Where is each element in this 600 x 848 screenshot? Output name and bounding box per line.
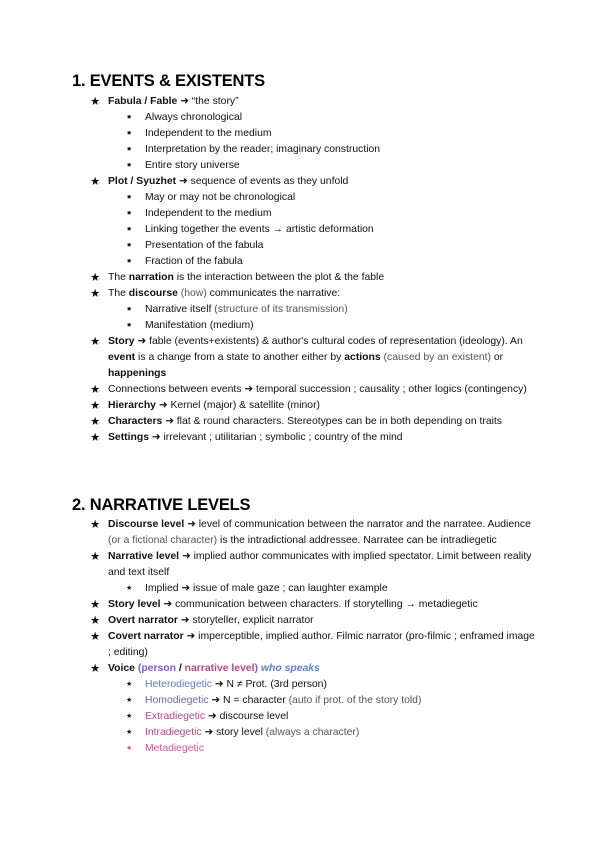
small-star-bullet-icon: ★ bbox=[126, 681, 133, 688]
list-item bbox=[108, 677, 538, 693]
implied-text: issue of male gaze ; can laughter example bbox=[193, 583, 388, 594]
fabula-sublist bbox=[108, 110, 538, 174]
story-text: fable (events+existents) & author's cultural codes of representation (ideology). An bbox=[149, 336, 523, 347]
narrative-level-sublist bbox=[108, 581, 538, 597]
voice-paren: ( bbox=[137, 663, 142, 674]
term-covert-narrator: Covert narrator bbox=[108, 631, 184, 642]
list-item-plot bbox=[90, 174, 538, 270]
list-item bbox=[108, 238, 538, 254]
list-item-overt-narrator bbox=[90, 613, 538, 629]
arrow-icon: ➜ bbox=[137, 336, 147, 347]
term-plot: Plot / Syuzhet bbox=[108, 176, 177, 187]
small-star-bullet-icon: ★ bbox=[126, 713, 133, 720]
list-item bbox=[108, 158, 538, 174]
list-item bbox=[108, 254, 538, 270]
star-bullet-icon: ★ bbox=[90, 272, 101, 284]
term-narration: narration bbox=[128, 272, 174, 283]
story-note: (caused by an existent) bbox=[383, 352, 491, 363]
list-item-voice bbox=[90, 661, 538, 757]
voice-sublist bbox=[108, 677, 538, 757]
discourse-post: communicates the narrative: bbox=[209, 288, 341, 299]
list-item bbox=[108, 709, 538, 725]
plot-item: May or may not be chronological bbox=[145, 192, 296, 203]
star-bullet-icon: ★ bbox=[90, 176, 101, 188]
discourse-sublist bbox=[108, 302, 538, 334]
small-star-bullet-icon: ★ bbox=[126, 242, 133, 249]
story-text: or bbox=[493, 352, 504, 363]
fabula-item: Entire story universe bbox=[145, 160, 240, 171]
small-star-bullet-icon: ★ bbox=[126, 745, 133, 752]
term-actions: actions bbox=[344, 352, 381, 363]
term-fabula: Fabula / Fable bbox=[108, 96, 178, 107]
list-item-narrative-level bbox=[90, 549, 538, 597]
star-bullet-icon: ★ bbox=[90, 615, 101, 627]
list-item-discourse bbox=[90, 286, 538, 334]
characters-text: flat & round characters. Stereotypes can be in both depending on traits bbox=[176, 416, 502, 427]
list-item-story bbox=[90, 334, 538, 382]
voice-item-text: story level bbox=[216, 727, 263, 738]
term-story: Story bbox=[108, 336, 135, 347]
connections-text: temporal succession ; causality ; other logics (contingency) bbox=[255, 384, 527, 395]
term-homodiegetic: Homodiegetic bbox=[145, 695, 209, 706]
term-narrative-level: Narrative level bbox=[108, 551, 180, 562]
plot-text: sequence of events as they unfold bbox=[190, 176, 349, 187]
list-item-characters bbox=[90, 414, 538, 430]
list-item bbox=[108, 222, 538, 238]
star-bullet-icon: ★ bbox=[90, 631, 101, 643]
narration-post: is the interaction between the plot & the fable bbox=[176, 272, 385, 283]
voice-paren: ) bbox=[254, 663, 259, 674]
list-item bbox=[108, 126, 538, 142]
arrow-icon: ➜ bbox=[158, 400, 168, 411]
term-discourse: discourse bbox=[128, 288, 178, 299]
term-happenings: happenings bbox=[108, 368, 167, 379]
small-star-bullet-icon: ★ bbox=[126, 194, 133, 201]
voice-slash: / bbox=[175, 663, 185, 674]
arrow-icon: ➜ bbox=[151, 432, 161, 443]
term-overt-narrator: Overt narrator bbox=[108, 615, 178, 626]
voice-who-speaks: who speaks bbox=[260, 663, 320, 674]
hierarchy-text: Kernel (major) & satellite (minor) bbox=[170, 400, 321, 411]
arrow-icon: ➜ bbox=[204, 727, 214, 738]
small-star-bullet-icon: ★ bbox=[126, 585, 133, 592]
section-1-list bbox=[90, 94, 538, 446]
narration-pre: The bbox=[108, 272, 126, 283]
voice-item-text: discourse level bbox=[219, 711, 289, 722]
arrow-icon: ➜ bbox=[165, 416, 174, 427]
story-level-text: communication between characters. If storytelling → metadiegetic bbox=[175, 599, 478, 610]
arrow-icon: ➜ bbox=[211, 695, 221, 706]
discourse-level-text: is the intradictional addressee. Narratee can be intradiegetic bbox=[220, 535, 497, 546]
arrow-icon: ➜ bbox=[207, 711, 217, 722]
small-star-bullet-icon: ★ bbox=[126, 226, 133, 233]
term-story-level: Story level bbox=[108, 599, 161, 610]
small-star-bullet-icon: ★ bbox=[126, 114, 133, 121]
list-item bbox=[108, 318, 538, 334]
star-bullet-icon: ★ bbox=[90, 599, 101, 611]
small-star-bullet-icon: ★ bbox=[126, 130, 133, 137]
star-bullet-icon: ★ bbox=[90, 551, 101, 563]
term-event: event bbox=[108, 352, 136, 363]
discourse-paren: (how) bbox=[180, 288, 207, 299]
star-bullet-icon: ★ bbox=[90, 96, 101, 108]
discourse-item: Manifestation (medium) bbox=[145, 320, 254, 331]
term-intradiegetic: Intradiegetic bbox=[145, 727, 202, 738]
arrow-icon: ➜ bbox=[163, 599, 173, 610]
fabula-item: Independent to the medium bbox=[145, 128, 272, 139]
small-star-bullet-icon: ★ bbox=[126, 146, 133, 153]
star-bullet-icon: ★ bbox=[90, 336, 101, 348]
section-1-heading: 1. EVENTS & EXISTENTS bbox=[72, 72, 265, 90]
narrative-level-text: implied author communicates with implied spectator. Limit between reality and text itself bbox=[108, 551, 532, 578]
list-item-settings bbox=[90, 430, 538, 446]
star-bullet-icon: ★ bbox=[90, 519, 101, 531]
discourse-level-text: level of communication between the narrator and the narratee. Audience bbox=[198, 519, 531, 530]
fabula-text: “the story” bbox=[191, 96, 239, 107]
connections-text: Connections between events bbox=[108, 384, 242, 395]
voice-level: narrative level bbox=[184, 663, 255, 674]
term-hierarchy: Hierarchy bbox=[108, 400, 156, 411]
list-item-covert-narrator bbox=[90, 629, 538, 661]
list-item bbox=[108, 693, 538, 709]
list-item bbox=[108, 142, 538, 158]
list-item-hierarchy bbox=[90, 398, 538, 414]
small-star-bullet-icon: ★ bbox=[126, 210, 133, 217]
arrow-icon: ➜ bbox=[181, 551, 191, 562]
star-bullet-icon: ★ bbox=[90, 416, 101, 428]
arrow-icon: ➜ bbox=[244, 384, 254, 395]
star-bullet-icon: ★ bbox=[90, 432, 101, 444]
section-2-list bbox=[90, 517, 538, 757]
list-item bbox=[108, 725, 538, 741]
voice-item-note: (always a character) bbox=[265, 727, 360, 738]
plot-item: Fraction of the fabula bbox=[145, 256, 243, 267]
covert-text: imperceptible, implied author. Filmic narrator (pro-filmic ; enframed image ; editing) bbox=[108, 631, 535, 658]
term-extradiegetic: Extradiegetic bbox=[145, 711, 206, 722]
voice-person: person bbox=[141, 663, 176, 674]
discourse-pre: The bbox=[108, 288, 126, 299]
plot-item: Independent to the medium bbox=[145, 208, 272, 219]
arrow-icon: ➜ bbox=[181, 583, 191, 594]
term-discourse-level: Discourse level bbox=[108, 519, 185, 530]
discourse-item: Narrative itself bbox=[145, 304, 212, 315]
arrow-icon: ➜ bbox=[214, 679, 224, 690]
list-item bbox=[108, 581, 538, 597]
list-item bbox=[108, 302, 538, 318]
term-characters: Characters bbox=[108, 416, 163, 427]
arrow-icon: ➜ bbox=[186, 631, 196, 642]
discourse-level-note: (or a fictional character) bbox=[108, 535, 218, 546]
discourse-item-note: (structure of its transmission) bbox=[214, 304, 348, 315]
small-star-bullet-icon: ★ bbox=[126, 322, 133, 329]
list-item-connections bbox=[90, 382, 538, 398]
list-item-narration bbox=[90, 270, 538, 286]
list-item-discourse-level bbox=[90, 517, 538, 549]
settings-text: irrelevant ; utilitarian ; symbolic ; country of the mind bbox=[163, 432, 403, 443]
small-star-bullet-icon: ★ bbox=[126, 697, 133, 704]
term-metadiegetic: Metadiegetic bbox=[145, 743, 204, 754]
small-star-bullet-icon: ★ bbox=[126, 162, 133, 169]
fabula-item: Interpretation by the reader; imaginary construction bbox=[145, 144, 381, 155]
overt-text: storyteller, explicit narrator bbox=[192, 615, 314, 626]
list-item-story-level bbox=[90, 597, 538, 613]
term-voice: Voice bbox=[108, 663, 135, 674]
implied-text: Implied bbox=[145, 583, 179, 594]
list-item bbox=[108, 206, 538, 222]
small-star-bullet-icon: ★ bbox=[126, 258, 133, 265]
term-settings: Settings bbox=[108, 432, 149, 443]
arrow-icon: ➜ bbox=[187, 519, 196, 530]
fabula-item: Always chronological bbox=[145, 112, 243, 123]
list-item bbox=[108, 110, 538, 126]
term-heterodiegetic: Heterodiegetic bbox=[145, 679, 213, 690]
voice-item-note: (auto if prot. of the story told) bbox=[288, 695, 422, 706]
star-bullet-icon: ★ bbox=[90, 384, 101, 396]
list-item bbox=[108, 190, 538, 206]
small-star-bullet-icon: ★ bbox=[126, 306, 133, 313]
star-bullet-icon: ★ bbox=[90, 663, 101, 675]
arrow-icon: ➜ bbox=[179, 176, 188, 187]
small-star-bullet-icon: ★ bbox=[126, 729, 133, 736]
voice-item-text: N = character bbox=[223, 695, 286, 706]
list-item-fabula bbox=[90, 94, 538, 174]
section-2-heading: 2. NARRATIVE LEVELS bbox=[72, 496, 251, 514]
story-text: is a change from a state to another either by bbox=[138, 352, 342, 363]
arrow-icon: ➜ bbox=[180, 615, 190, 626]
arrow-icon: ➜ bbox=[180, 96, 189, 107]
list-item bbox=[108, 741, 538, 757]
star-bullet-icon: ★ bbox=[90, 400, 101, 412]
plot-sublist bbox=[108, 190, 538, 270]
voice-item-text: N ≠ Prot. (3rd person) bbox=[226, 679, 327, 690]
plot-item: Presentation of the fabula bbox=[145, 240, 264, 251]
star-bullet-icon: ★ bbox=[90, 288, 101, 300]
plot-item: Linking together the events → artistic deformation bbox=[145, 224, 374, 235]
